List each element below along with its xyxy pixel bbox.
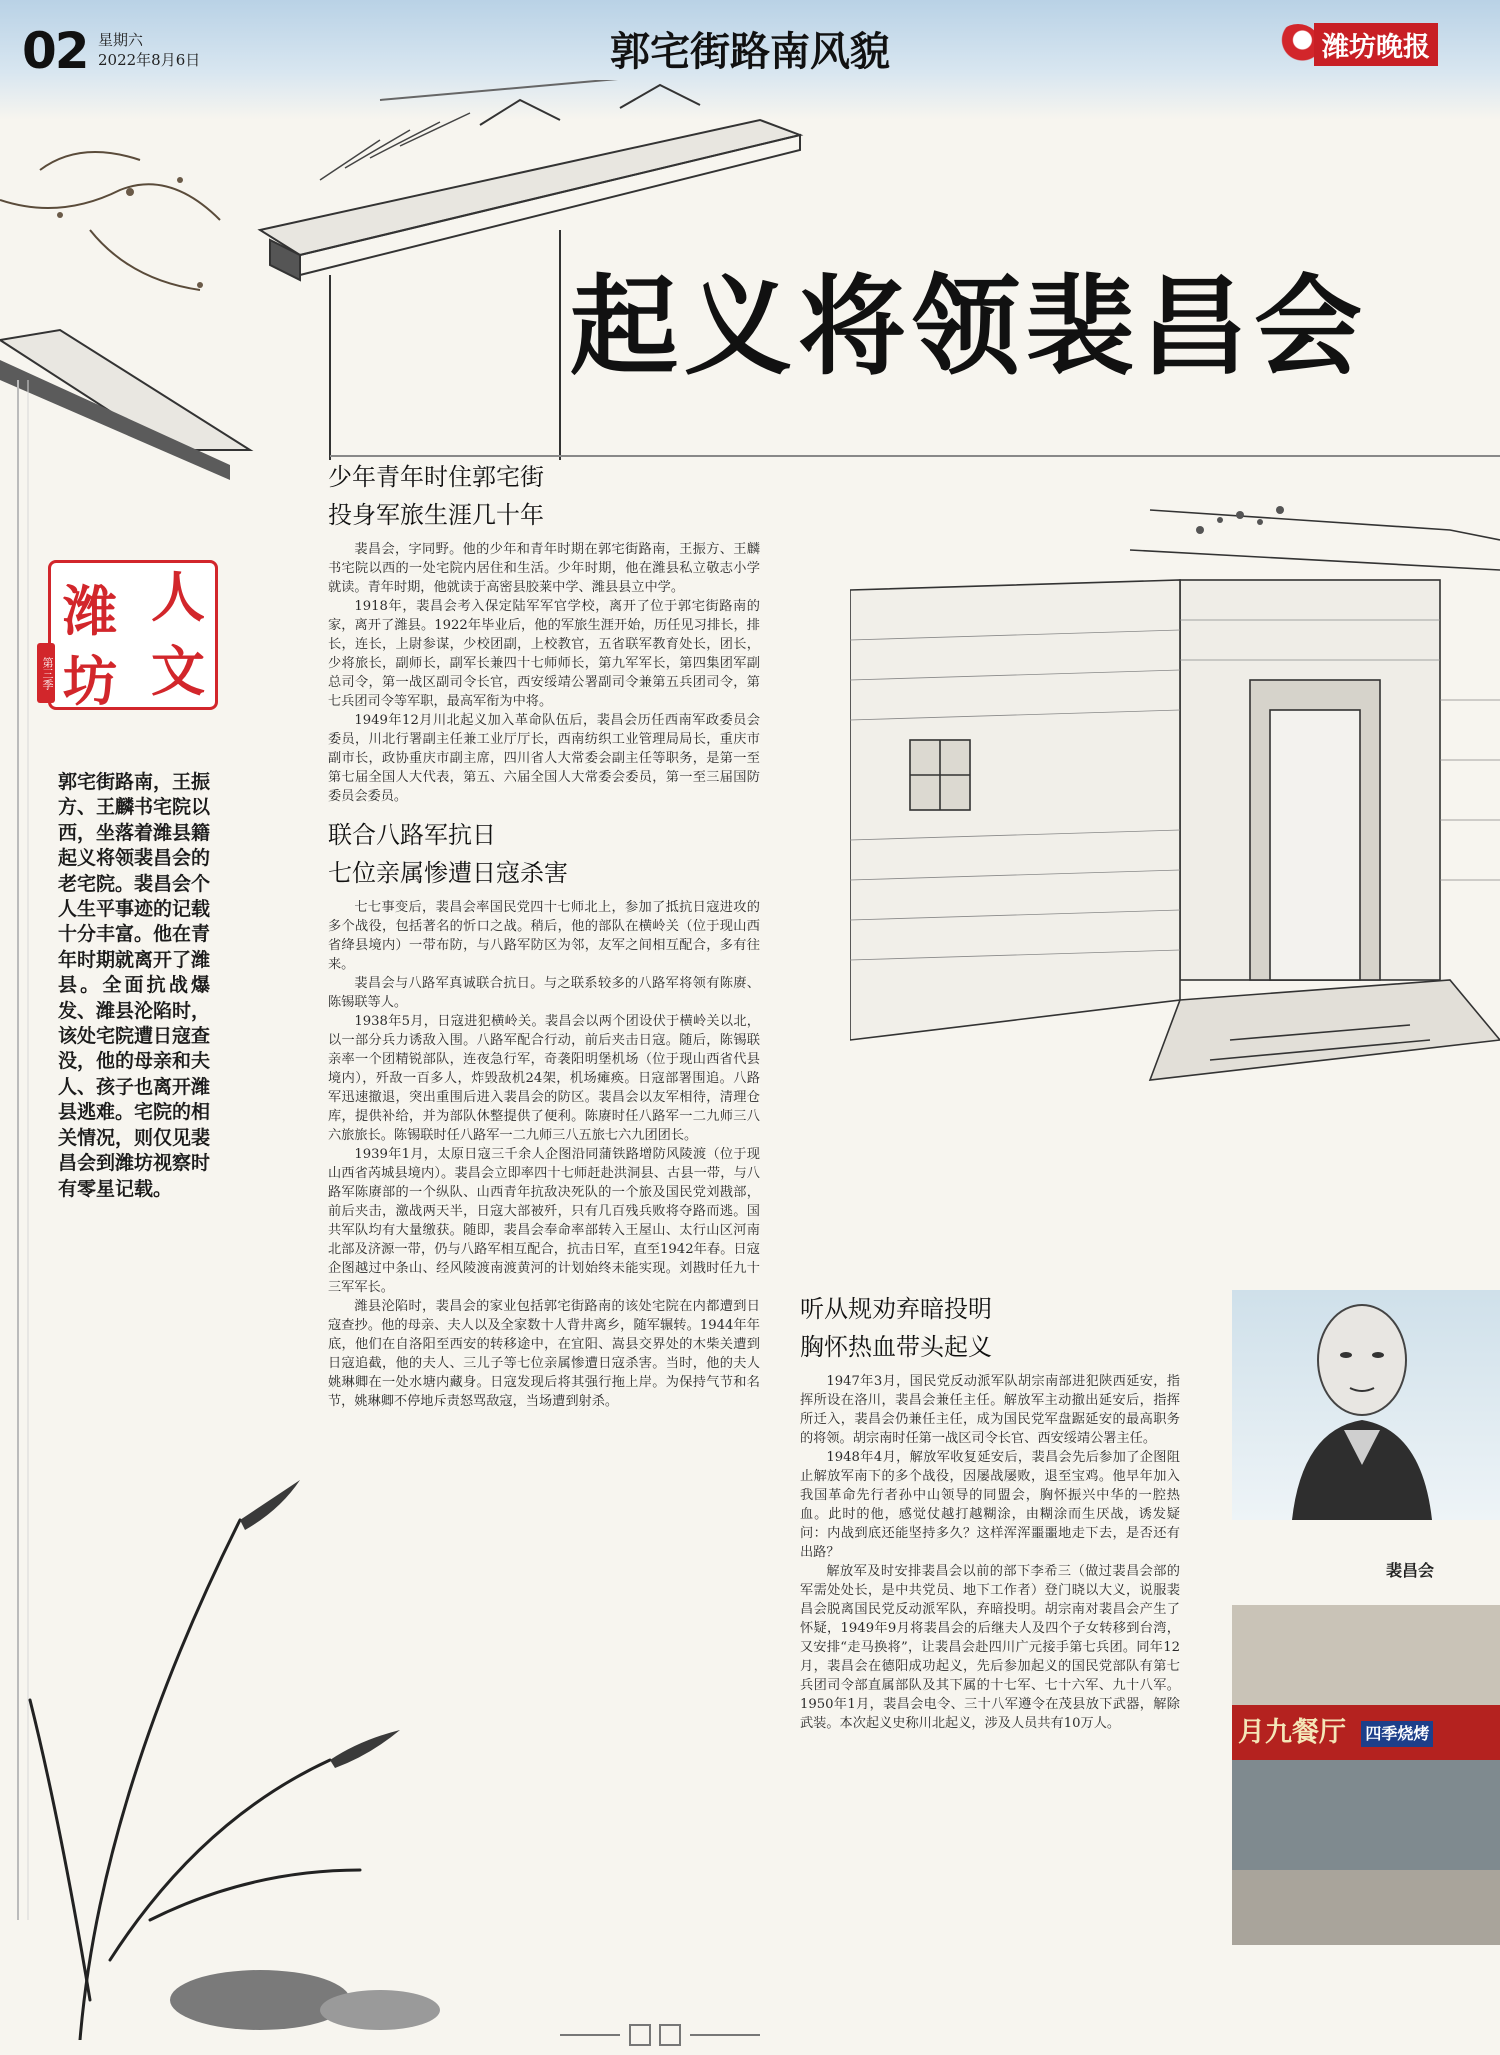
house-sketch-illustration (850, 440, 1500, 1140)
section1-heading-1: 少年青年时住郭宅街 (328, 463, 544, 491)
section-title: 郭宅街路南风貌 (610, 29, 890, 75)
section3-paragraph: 1947年3月，国民党反动派军队胡宗南部进犯陕西延安，指挥所设在洛川，裴昌会兼任主任。解放军主动撤出延安后，指挥所迁入，裴昌会仍兼任主任，成为国民党军盘踞延安的最高职务的将领。胡宗南时任第一战区司令长官、西安绥靖公署主任。 (800, 1374, 1180, 1446)
building-facade (1232, 1605, 1500, 1705)
headline: 起义将领裴昌会 (570, 265, 1369, 390)
shop-sign (1232, 1705, 1500, 1760)
page-number: 02 (22, 22, 88, 80)
seal-char-1: 潍 (63, 579, 117, 643)
section3-heading-1: 听从规劝弃暗投明 (800, 1295, 992, 1323)
column-seal (41, 560, 218, 713)
issue-date: 2022年8月6日 (98, 51, 201, 69)
weekday: 星期六 (98, 31, 144, 49)
section3-heading-2: 胸怀热血带头起义 (800, 1333, 992, 1361)
section2-paragraph: 裴昌会与八路军真诚联合抗日。与之联系较多的八路军将领有陈赓、陈锡联等人。 (328, 976, 760, 1010)
seal-char-4: 文 (151, 639, 205, 703)
portrait-image (1232, 1290, 1500, 1520)
section1-paragraph: 1949年12月川北起义加入革命队伍后，裴昌会历任西南军政委员会委员，川北行署副主任兼工业厅厅长，西南纺织工业管理局局长，重庆市副市长，政协重庆市副主席，四川省人大常委会副主任等职务，是第一至第七届全国人大代表，第五、六届全国人大常委会委员，第一至三届国防委员会委员。 (328, 713, 760, 804)
section1-heading-2: 投身军旅生涯几十年 (328, 501, 544, 529)
section2-heading-1: 联合八路军抗日 (328, 821, 496, 849)
seal-season: 第三季 (37, 643, 55, 703)
street-photo (1232, 1605, 1500, 1945)
article-column-3 (800, 1290, 1180, 1733)
section3-paragraph: 1948年4月，解放军收复延安后，裴昌会先后参加了企图阻止解放军南下的多个战役，因屡战屡败，退至宝鸡。他早年加入我国革命先行者孙中山领导的同盟会，胸怀振兴中华的一腔热血。此时的他，感觉仗越打越糊涂，由糊涂而生厌战，诱发疑问：内战到底还能坚持多久？这样浑浑噩噩地走下去，是否还有出路？ (800, 1450, 1180, 1560)
section2-paragraph: 潍县沦陷时，裴昌会的家业包括郭宅街路南的该处宅院在内都遭到日寇查抄。他的母亲、夫人以及全家数十人背井离乡，随军辗转。1944年年底，他们在自洛阳至西安的转移途中，在宜阳、嵩县交界处的木柴关遭到日寇追截，他的夫人、三儿子等七位亲属惨遭日寇杀害。当时，他的夫人姚琳卿在一处水塘内藏身。日寇发现后将其强行拖上岸。为保持气节和名节，姚琳卿不停地斥责怒骂敌寇，当场遭到射杀。 (328, 1299, 760, 1409)
section2-paragraph: 七七事变后，裴昌会率国民党四十七师北上，参加了抵抗日寇进攻的多个战役，包括著名的忻口之战。稍后，他的部队在横岭关（位于现山西省绛县境内）一带布防，与八路军防区为邻，友军之间相互配合，多有往来。 (328, 900, 760, 972)
newspaper-brand (1276, 24, 1438, 64)
section2-paragraph: 1939年1月，太原日寇三千余人企图沿同蒲铁路增防风陵渡（位于现山西省芮城县境内）。裴昌会立即率四十七师赶赴洪洞县、古县一带，与八路军陈赓部的一个纵队、山西青年抗敌决死队的一个旅及国民党刘戡部，前后夹击，激战两天半，日寇大部被歼，只有几百残兵败将夺路而逃。国共军队均有大量缴获。随即，裴昌会奉命率部转入王屋山、太行山区河南北部及济源一带，仍与八路军相互配合，抗击日军，直至1942年春。日寇企图越过中条山、经风陵渡南渡黄河的计划始终未能实现。刘戡时任九十三军军长。 (328, 1147, 760, 1295)
shop-sign-small: 四季烧烤 (1361, 1721, 1433, 1747)
section1-paragraph: 裴昌会，字同野。他的少年和青年时期在郭宅街路南，王振方、王麟书宅院以西的一处宅院内居住和生活。少年时期，他在潍县私立敬志小学就读。青年时期，他就读于高密县胶莱中学、潍县县立中学。 (328, 542, 760, 595)
portrait-frame (1232, 1290, 1500, 1520)
seal-char-2: 人 (151, 565, 205, 629)
section2-paragraph: 1938年5月，日寇进犯横岭关。裴昌会以两个团设伏于横岭关以北，以一部分兵力诱敌入围。八路军配合行动，前后夹击日寇。随后，陈锡联亲率一个团精锐部队，连夜急行军，奇袭阳明堡机场（位于现山西省代县境内），歼敌一百多人，炸毁敌机24架，机场瘫痪。日寇部署围追。八路军迅速撤退，突出重围后进入裴昌会的防区。裴昌会以友军相待，清理仓库，提供补给，并为部队休整提供了便利。陈赓时任八路军一二九师三八六旅旅长。陈锡联时任八路军一二九师三八五旅七六九团团长。 (328, 1014, 760, 1143)
storefront (1232, 1760, 1500, 1870)
section1-paragraph: 1918年，裴昌会考入保定陆军军官学校，离开了位于郭宅街路南的家，离开了潍县。1922年毕业后，他的军旅生涯开始，历任见习排长，排长，连长，上尉参谋，少校团副，上校教官，五省联军教育处长，团长，少将旅长，副师长，副军长兼四十七师师长，第九军军长，第四集团军副总司令，第一战区副司令长官，西安绥靖公署副司令兼第五兵团司令，第七兵团司令等军职，最高军衔为中将。 (328, 599, 760, 709)
shop-sign-main: 月九餐厅 (1238, 1717, 1346, 1748)
article-column-1 (328, 458, 760, 1411)
section2-heading-2: 七位亲属惨遭日寇杀害 (328, 859, 568, 887)
street (1232, 1870, 1500, 1945)
section3-paragraph: 解放军及时安排裴昌会以前的部下李希三（做过裴昌会部的军需处处长，是中共党员、地下工作者）登门晓以大义，说服裴昌会脱离国民党反动派军队，弃暗投明。胡宗南对裴昌会产生了怀疑，1949年9月将裴昌会的后继夫人及四个子女转移到台湾，又安排“走马换将”，让裴昌会赴四川广元接手第七兵团。同年12月，裴昌会在德阳成功起义，先后参加起义的国民党部队有第七兵团司令部直属部队及其下属的十七军、七十六军、九十八军。1950年1月，裴昌会电令、三十八军遵令在茂县放下武器，解除武装。本次起义史称川北起义，涉及人员共有10万人。 (800, 1564, 1180, 1731)
ink-orchid-illustration (0, 1400, 520, 2040)
portrait-caption: 裴昌会 (1386, 1561, 1435, 1580)
brand-name: 潍坊晚报 (1314, 23, 1438, 66)
intro-text: 郭宅街路南，王振方、王麟书宅院以西，坐落着潍县籍起义将领裴昌会的老宅院。裴昌会个人生平事迹的记载十分丰富。他在青年时期就离开了潍县。全面抗战爆发、潍县沦陷时，该处宅院遭日寇查没，他的母亲和夫人、孩子也离开潍县逃难。宅院的相关情况，则仅见裴昌会到潍坊视察时有零星记载。 (58, 771, 211, 1200)
seal-char-3: 坊 (63, 649, 117, 713)
footer-ornament (560, 2020, 760, 2050)
